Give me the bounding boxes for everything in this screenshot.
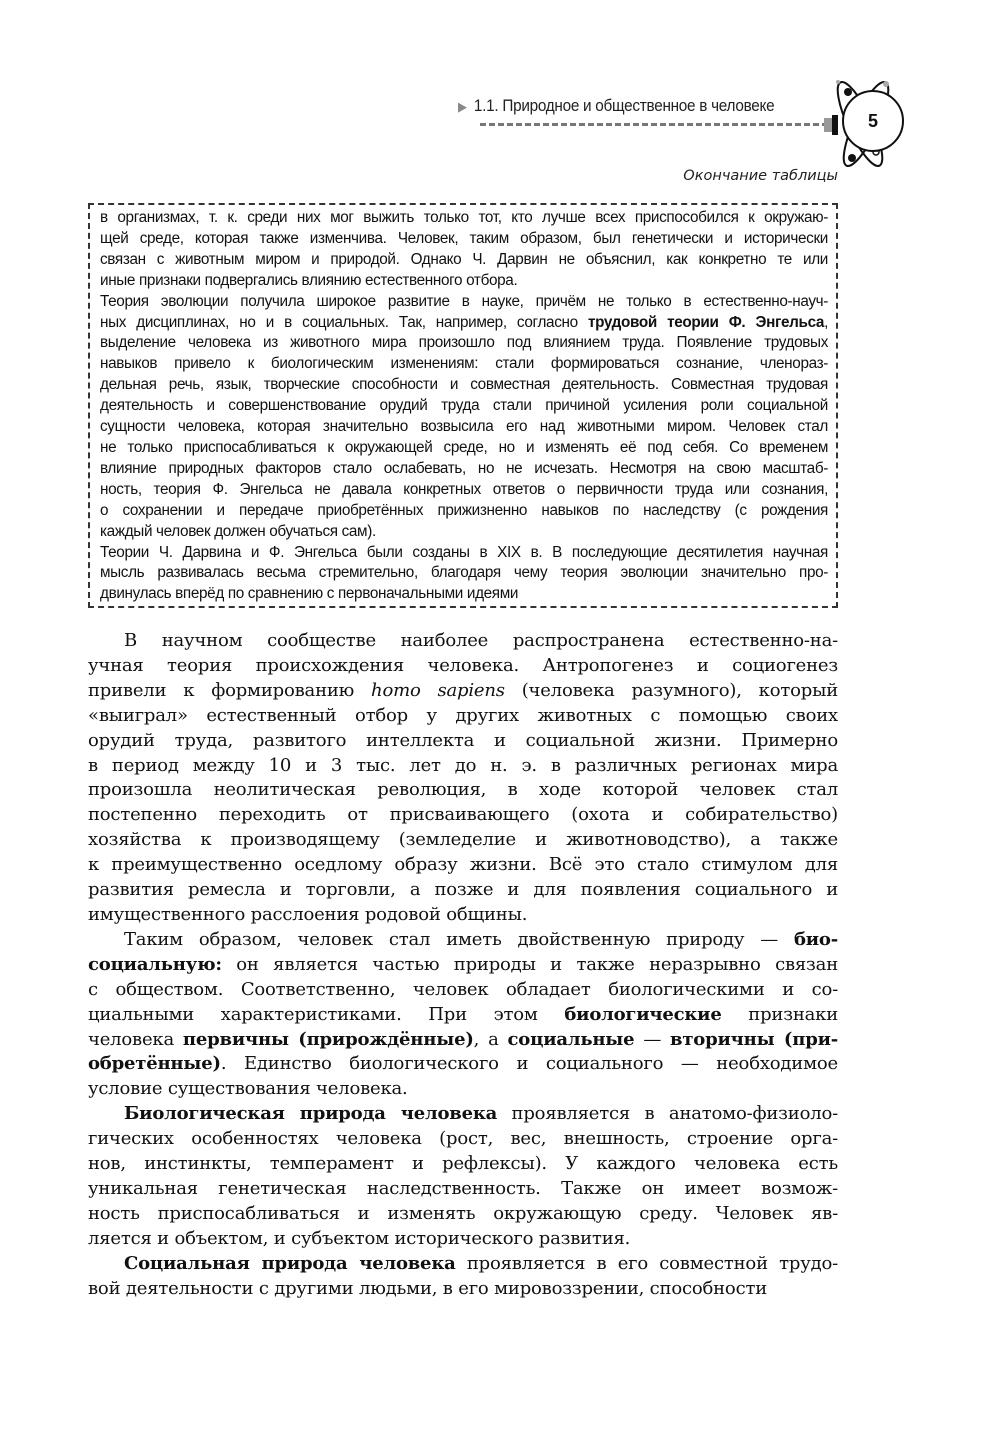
text-line [100,313,828,334]
text-segment: постепенно переходить от присваивающего (охота и собирательство) [88,804,838,826]
text-segment: , [824,313,828,331]
text-line [88,778,838,803]
running-header [458,96,774,116]
text-line [100,438,828,459]
text-line [88,729,838,754]
text-line [100,292,828,313]
text-segment: проявляется в его совместной трудо- [455,1252,838,1274]
text-line [88,1252,838,1277]
text-segment: Таким образом, человек стал иметь двойственную природу — [124,928,794,950]
text-line [100,522,828,543]
text-line [100,333,828,354]
text-line [100,271,828,292]
text-segment: уникальная генетическая наследственность. Также он имеет возмож- [88,1177,838,1199]
text-line [100,563,828,584]
text-segment: Теория эволюции получила широкое развитие в науке, причём не только в естественно-науч- [100,292,828,310]
section-title: 1.1. Природное и общественное в человеке [473,96,775,115]
text-line [100,250,828,271]
text-line [88,978,838,1003]
text-segment: деятельность и совершенствование орудий труда стали причиной усиления роли социальной [100,397,828,415]
text-segment: гических особенностях человека (рост, вес, внешность, строение орга- [88,1128,838,1150]
text-segment: . Единство биологического и социального — необходимое [220,1053,838,1075]
text-line [100,417,828,438]
text-segment: к преимущественно оседлому образу жизни. Всё это стало стимулом для [88,854,838,876]
bold-term: социальные [507,1028,635,1050]
triangle-icon: ▶ [458,99,467,114]
bold-term: биологические [564,1003,722,1025]
text-line [100,459,828,480]
text-segment: (человека разумного), который [504,679,838,701]
text-segment: двинулась вперёд по сравнению с первоначальными идеями [100,585,519,603]
text-segment: с обществом. Соответственно, человек обладает биологическими и со- [88,978,838,1000]
text-segment: ность, теория Ф. Энгельса не давала конкретных ответов о первичности труда или сознания, [100,480,828,498]
table-continuation-caption: Окончание таблицы [683,168,838,184]
table-cell-text [100,208,828,605]
text-segment: ляется и объектом, и субъектом исторического развития. [88,1227,631,1249]
text-line [88,803,838,828]
text-segment: ных дисциплинах, но и в социальных. Так, например, согласно [100,313,588,331]
text-line [88,953,838,978]
text-line [100,354,828,375]
text-line [88,1003,838,1028]
text-line [100,480,828,501]
text-segment: , а [473,1028,508,1050]
text-segment: учная теория происхождения человека. Антропогенез и социогенез [88,654,838,676]
text-segment: навыков привело к биологическим изменениям: стали формироваться сознание, членораз- [100,355,828,373]
text-segment: иные признаки подвергались влиянию естественного отбора. [100,271,518,289]
text-line [100,229,828,250]
text-line [88,928,838,953]
text-segment: мысль развивалась весьма стремительно, благодаря чему теория эволюции значительно про- [100,564,828,582]
body-text [88,629,838,1301]
text-line [88,1277,838,1302]
bold-term: обретённые) [88,1053,221,1075]
text-line [88,654,838,679]
text-segment: нов, инстинкты, темперамент и рефлексы). У каждого человека есть [88,1153,838,1175]
text-line [88,878,838,903]
text-segment: признаки [721,1003,838,1025]
text-line [88,629,838,654]
text-segment: имущественного расслоения родовой общины. [88,903,528,925]
text-segment: он является частью природы и также неразрывно связан [221,953,838,975]
text-line [88,1102,838,1127]
text-segment: связан с животным миром и природой. Однако Ч. Дарвин не объяснил, как конкретно те или [100,250,828,268]
bold-term: Биологическая природа человека [124,1103,498,1125]
text-line [88,1152,838,1177]
text-line [88,754,838,779]
text-segment: В научном сообществе наиболее распространена естественно-на- [124,630,838,651]
text-segment: щей среде, которая также изменчива. Человек, таким образом, был генетически и исторически [100,229,828,247]
text-segment: в период между 10 и 3 тыс. лет до н. э. в различных регионах мира [88,754,838,776]
text-segment: влияние природных факторов стало ослабевать, но не исчезать. Несмотря на свою масштаб- [100,459,828,477]
bold-term: Социальная природа человека [124,1252,456,1274]
text-line [88,1227,838,1252]
text-segment: сущности человека, которая значительно возвысила его над животными миром. Человек стал [100,418,828,436]
text-line [88,1127,838,1152]
text-line [100,584,828,605]
text-segment: произошла неолитическая революция, в ходе которой человек стал [88,779,838,801]
text-segment: не только приспосабливаться к окружающей среде, но и изменять её под себя. Со временем [100,438,828,456]
text-segment: циальными характеристиками. При этом [88,1003,565,1025]
text-segment: проявляется в анатомо-физиоло- [497,1103,838,1125]
header-dashed-rule [480,123,828,126]
text-segment: хозяйства к производящему (земледелие и животноводство), а также [88,829,838,851]
text-line [88,1052,838,1077]
text-segment: в организмах, т. к. среди них мог выжить только тот, кто лучше всех приспособился к окружаю- [100,209,828,226]
text-segment: ность приспосабливаться и изменять окружающую среду. Человек яв- [88,1202,838,1224]
text-line [88,1028,838,1053]
text-segment: «выиграл» естественный отбор у других животных с помощью своих [88,704,838,726]
text-line [88,1077,838,1102]
text-segment: условие существования человека. [88,1078,408,1100]
text-segment: развития ремесла и торговли, а позже и для появления социального и [88,879,838,901]
text-line [88,853,838,878]
text-line [88,1177,838,1202]
text-line [100,396,828,417]
text-segment: вой деятельности с другими людьми, в его мировоззрении, способности [88,1277,768,1299]
text-line [100,375,828,396]
text-segment: Теории Ч. Дарвина и Ф. Энгельса были созданы в XIX в. В последующие десятилетия научная [100,543,828,561]
text-segment: орудий труда, развитого интеллекта и социальной жизни. Примерно [88,729,838,751]
text-line [88,828,838,853]
text-segment: о сохранении и передаче приобретённых прижизненно навыков по наследству (с рождения [100,501,828,519]
text-line [88,1202,838,1227]
bold-term: трудовой теории Ф. Энгельса [587,313,825,331]
text-segment: привели к формированию [88,679,372,701]
italic-term: homo sapiens [371,679,505,701]
bold-term: био- [793,928,838,950]
text-line [88,679,838,704]
text-line [88,903,838,928]
bold-term: первичны (прирождённые) [182,1028,474,1050]
text-segment: — [634,1028,671,1050]
page-number: 5 [842,90,904,152]
text-line [88,704,838,729]
text-line [100,543,828,564]
bold-term: социальную: [88,953,222,975]
text-segment: выделение человека из животного мира произошло под влиянием труда. Появление трудовых [100,334,828,352]
text-segment: человека [88,1028,183,1050]
text-line [100,501,828,522]
bold-term: вторичны (при- [670,1028,839,1050]
text-line [100,208,828,229]
text-segment: каждый человек должен обучаться сам). [100,522,376,540]
text-segment: дельная речь, язык, творческие способности и совместная деятельность. Совместная трудовая [100,376,828,394]
